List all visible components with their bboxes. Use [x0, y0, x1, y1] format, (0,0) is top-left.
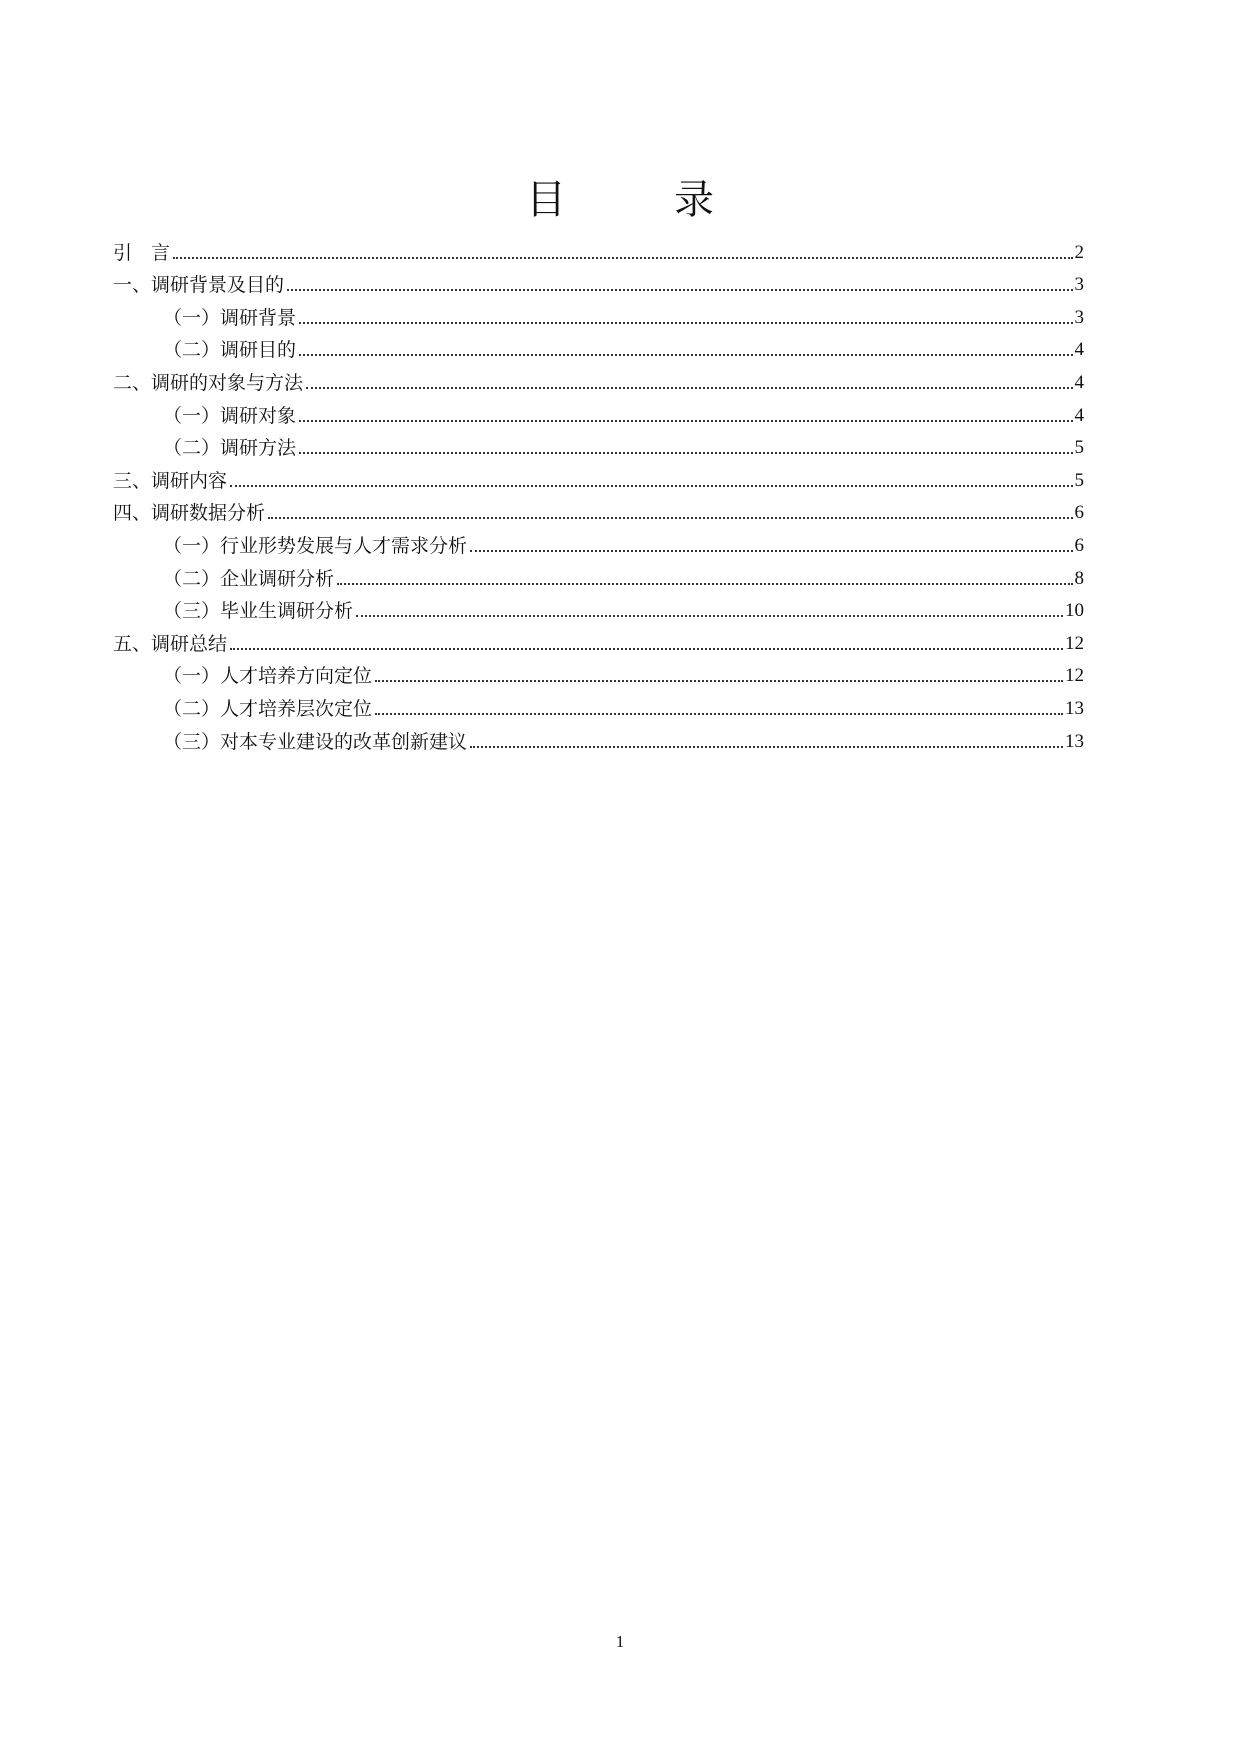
toc-entry-page-number: 2: [1074, 241, 1084, 263]
toc-entry-label: 四、调研数据分析: [113, 502, 266, 525]
toc-entry-page-number: 4: [1074, 371, 1084, 393]
toc-entry-label: （二）调研目的: [163, 339, 297, 362]
toc-entry-page-number: 4: [1074, 404, 1084, 426]
toc-entry[interactable]: [113, 525, 1084, 558]
toc-entry-page-number: 12: [1065, 665, 1084, 687]
toc-title: 目 录: [526, 177, 748, 223]
toc-entry-page-number: 5: [1074, 469, 1084, 491]
dot-leader: [230, 648, 1063, 650]
toc-entry[interactable]: [113, 493, 1084, 526]
toc-entry[interactable]: [113, 656, 1084, 689]
dot-leader: [173, 257, 1072, 259]
dot-leader: [306, 387, 1072, 389]
toc-entry-label: （三）对本专业建设的改革创新建议: [163, 730, 468, 753]
dot-leader: [230, 485, 1072, 487]
toc-entry-page-number: 4: [1074, 339, 1084, 361]
dot-leader: [299, 420, 1072, 422]
toc-entry[interactable]: [113, 297, 1084, 330]
toc-entry-page-number: 12: [1065, 632, 1084, 654]
dot-leader: [356, 615, 1063, 617]
toc-entry[interactable]: [113, 591, 1084, 624]
toc-entry-page-number: 3: [1074, 274, 1084, 296]
dot-leader: [470, 746, 1063, 748]
toc-entry-label: 五、调研总结: [113, 632, 228, 655]
toc-entry-label: （一）行业形势发展与人才需求分析: [163, 534, 468, 557]
toc-entry-label: （二）企业调研分析: [163, 567, 335, 590]
toc-entry[interactable]: [113, 330, 1084, 363]
table-of-contents: [113, 232, 1084, 754]
dot-leader: [337, 583, 1072, 585]
toc-entry-label: 二、调研的对象与方法: [113, 371, 304, 394]
toc-entry-label: （二）调研方法: [163, 437, 297, 460]
toc-entry[interactable]: [113, 428, 1084, 461]
toc-entry-label: （一）调研背景: [163, 306, 297, 329]
toc-entry-label: 三、调研内容: [113, 469, 228, 492]
toc-entry-label: （一）调研对象: [163, 404, 297, 427]
dot-leader: [299, 354, 1072, 356]
toc-entry-label: 一、调研背景及目的: [113, 274, 285, 297]
dot-leader: [470, 550, 1072, 552]
dot-leader: [299, 452, 1072, 454]
toc-entry[interactable]: [113, 395, 1084, 428]
toc-entry-label: 引 言: [113, 241, 171, 264]
toc-entry[interactable]: [113, 362, 1084, 395]
toc-entry-label: （二）人才培养层次定位: [163, 697, 373, 720]
toc-entry[interactable]: [113, 460, 1084, 493]
toc-entry[interactable]: [113, 265, 1084, 298]
toc-entry-page-number: 13: [1065, 697, 1084, 719]
page-number: 1: [615, 1632, 625, 1651]
toc-entry[interactable]: [113, 558, 1084, 591]
toc-entry-page-number: 6: [1074, 502, 1084, 524]
toc-entry-page-number: 5: [1074, 437, 1084, 459]
dot-leader: [268, 517, 1072, 519]
dot-leader: [375, 713, 1063, 715]
toc-entry-page-number: 10: [1065, 600, 1084, 622]
toc-entry[interactable]: [113, 721, 1084, 754]
toc-entry[interactable]: [113, 232, 1084, 265]
toc-entry-page-number: 8: [1074, 567, 1084, 589]
toc-entry-page-number: 13: [1065, 730, 1084, 752]
dot-leader: [299, 322, 1072, 324]
toc-entry-label: （三）毕业生调研分析: [163, 600, 354, 623]
dot-leader: [375, 680, 1063, 682]
toc-entry-page-number: 3: [1074, 306, 1084, 328]
toc-entry[interactable]: [113, 688, 1084, 721]
toc-entry[interactable]: [113, 623, 1084, 656]
toc-entry-label: （一）人才培养方向定位: [163, 665, 373, 688]
toc-entry-page-number: 6: [1074, 534, 1084, 556]
dot-leader: [287, 289, 1072, 291]
